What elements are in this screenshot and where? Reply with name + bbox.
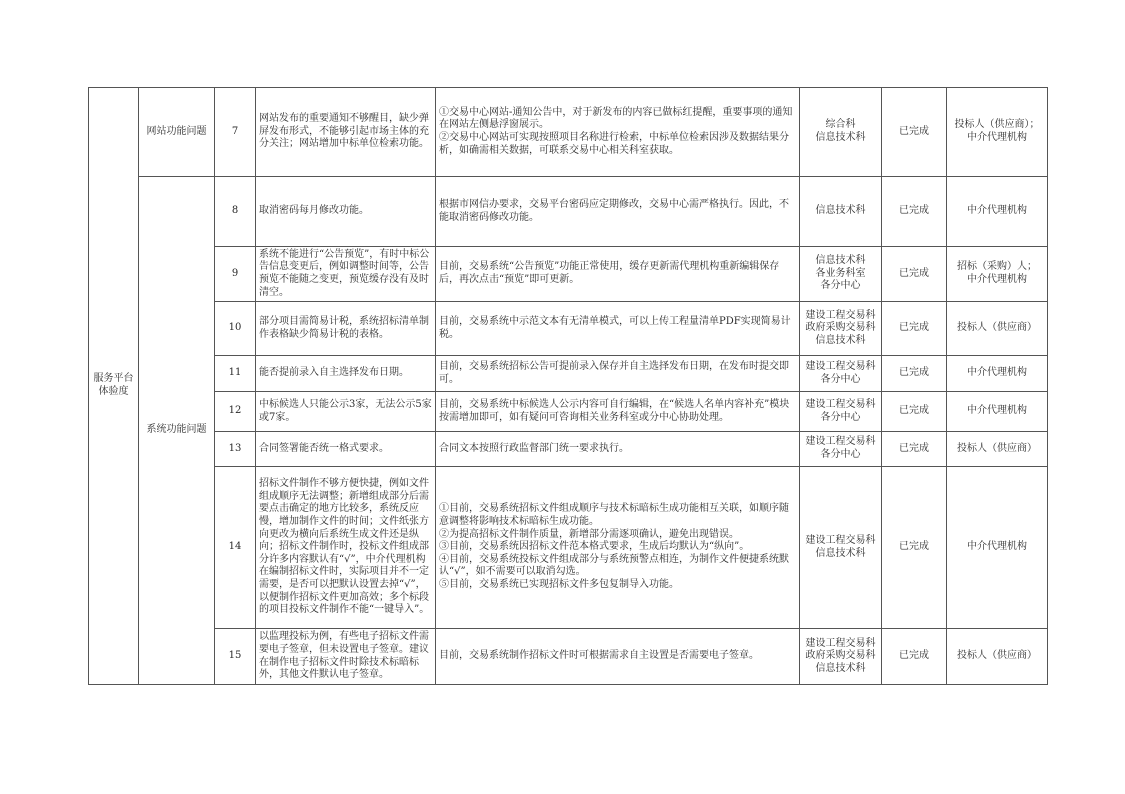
issue-cell: 取消密码每月修改功能。 bbox=[256, 177, 436, 247]
dept-cell: 建设工程交易科 信息技术科 bbox=[800, 467, 882, 629]
row-number: 11 bbox=[215, 356, 256, 392]
dept-cell: 建设工程交易科 各分中心 bbox=[800, 356, 882, 392]
issue-cell: 合同签署能否统一格式要求。 bbox=[256, 432, 436, 467]
group-cell: 系统功能问题 bbox=[139, 177, 215, 685]
feedback-table bbox=[88, 87, 1048, 685]
table-row bbox=[89, 356, 1048, 392]
status-cell: 已完成 bbox=[882, 302, 947, 356]
category-cell: 服务平台 体验度 bbox=[89, 88, 139, 685]
row-number: 10 bbox=[215, 302, 256, 356]
table-row bbox=[89, 467, 1048, 629]
reply-cell: 根据市网信办要求，交易平台密码应定期修改，交易中心需严格执行。因此，不能取消密码修改功能。 bbox=[436, 177, 800, 247]
status-cell: 已完成 bbox=[882, 247, 947, 302]
target-cell: 投标人（供应商）； 中介代理机构 bbox=[947, 88, 1048, 177]
row-number: 14 bbox=[215, 467, 256, 629]
table-row bbox=[89, 432, 1048, 467]
table-row bbox=[89, 88, 1048, 177]
status-cell: 已完成 bbox=[882, 629, 947, 685]
table-row bbox=[89, 392, 1048, 432]
reply-cell: 目前，交易系统中示范文本有无清单模式，可以上传工程量清单PDF实现简易计税。 bbox=[436, 302, 800, 356]
row-number: 7 bbox=[215, 88, 256, 177]
target-cell: 投标人（供应商） bbox=[947, 629, 1048, 685]
dept-cell: 建设工程交易科 各分中心 bbox=[800, 392, 882, 432]
dept-cell: 信息技术科 各业务科室 各分中心 bbox=[800, 247, 882, 302]
target-cell: 招标（采购）人； 中介代理机构 bbox=[947, 247, 1048, 302]
reply-cell: ①交易中心网站-通知公告中，对于新发布的内容已做标红提醒，重要事项的通知在网站左侧悬浮窗展示。 ②交易中心网站可实现按照项目名称进行检索，中标单位检索因涉及数据结果分析，如确需相关数据，可联系交易中心相关科室获取。 bbox=[436, 88, 800, 177]
status-cell: 已完成 bbox=[882, 356, 947, 392]
target-cell: 投标人（供应商） bbox=[947, 432, 1048, 467]
status-cell: 已完成 bbox=[882, 467, 947, 629]
reply-cell: 目前，交易系统中标候选人公示内容可自行编辑，在“候选人名单内容补充”模块按需增加即可，如有疑问可咨询相关业务科室或分中心协助处理。 bbox=[436, 392, 800, 432]
row-number: 12 bbox=[215, 392, 256, 432]
group-cell: 网站功能问题 bbox=[139, 88, 215, 177]
row-number: 13 bbox=[215, 432, 256, 467]
dept-cell: 建设工程交易科 各分中心 bbox=[800, 432, 882, 467]
reply-cell: 目前，交易系统招标公告可提前录入保存并自主选择发布日期，在发布时提交即可。 bbox=[436, 356, 800, 392]
status-cell: 已完成 bbox=[882, 392, 947, 432]
dept-cell: 建设工程交易科 政府采购交易科 信息技术科 bbox=[800, 302, 882, 356]
target-cell: 中介代理机构 bbox=[947, 177, 1048, 247]
issue-cell: 部分项目需简易计税，系统招标清单制作表格缺少简易计税的表格。 bbox=[256, 302, 436, 356]
reply-cell: ①目前，交易系统招标文件组成顺序与技术标暗标生成功能相互关联，如顺序随意调整将影响技术标暗标生成功能。 ②为提高招标文件制作质量，新增部分需逐项确认，避免出现错误。 ③目前，交易系统因招标文件范本格式要求，生成后均默认为“纵向”。 ④目前，交易系统投标文件组成部分与系统预警点相连，为制作文件便捷系统默认“√”，如不需要可以取消勾选。 ⑤目前，交易系统已实现招标文件多包复制导入功能。 bbox=[436, 467, 800, 629]
table-row bbox=[89, 177, 1048, 247]
status-cell: 已完成 bbox=[882, 88, 947, 177]
status-cell: 已完成 bbox=[882, 432, 947, 467]
row-number: 15 bbox=[215, 629, 256, 685]
dept-cell: 综合科 信息技术科 bbox=[800, 88, 882, 177]
table-row bbox=[89, 247, 1048, 302]
table-row bbox=[89, 629, 1048, 685]
issue-cell: 网站发布的重要通知不够醒目，缺少弹屏发布形式，不能够引起市场主体的充分关注；网站增加中标单位检索功能。 bbox=[256, 88, 436, 177]
target-cell: 中介代理机构 bbox=[947, 467, 1048, 629]
issue-cell: 以监理投标为例，有些电子招标文件需要电子签章，但未设置电子签章。建议在制作电子招标文件时除技术标暗标外，其他文件默认电子签章。 bbox=[256, 629, 436, 685]
dept-cell: 信息技术科 bbox=[800, 177, 882, 247]
dept-cell: 建设工程交易科 政府采购交易科 信息技术科 bbox=[800, 629, 882, 685]
reply-cell: 目前，交易系统“公告预览”功能正常使用，缓存更新需代理机构重新编辑保存后，再次点击“预览”即可更新。 bbox=[436, 247, 800, 302]
issue-cell: 能否提前录入自主选择发布日期。 bbox=[256, 356, 436, 392]
target-cell: 中介代理机构 bbox=[947, 392, 1048, 432]
row-number: 9 bbox=[215, 247, 256, 302]
status-cell: 已完成 bbox=[882, 177, 947, 247]
target-cell: 投标人（供应商） bbox=[947, 302, 1048, 356]
reply-cell: 合同文本按照行政监督部门统一要求执行。 bbox=[436, 432, 800, 467]
issue-cell: 招标文件制作不够方便快捷，例如文件组成顺序无法调整；新增组成部分后需要点击确定的地方比较多，系统反应慢，增加制作文件的时间；文件纸张方向更改为横向后系统生成文件还是纵向；招标文件制作时，投标文件组成部分许多内容默认有“√”，中介代理机构在编制招标文件时，实际项目并不一定需要，是否可以把默认设置去掉“√”，以便制作招标文件更加高效；多个标段的项目投标文件制作不能“一键导入”。 bbox=[256, 467, 436, 629]
row-number: 8 bbox=[215, 177, 256, 247]
issue-cell: 系统不能进行“公告预览”，有时中标公告信息变更后，例如调整时间等，公告预览不能随之变更，预览缓存没有及时清空。 bbox=[256, 247, 436, 302]
table-row bbox=[89, 302, 1048, 356]
reply-cell: 目前，交易系统制作招标文件时可根据需求自主设置是否需要电子签章。 bbox=[436, 629, 800, 685]
issue-cell: 中标候选人只能公示3家，无法公示5家或7家。 bbox=[256, 392, 436, 432]
target-cell: 中介代理机构 bbox=[947, 356, 1048, 392]
